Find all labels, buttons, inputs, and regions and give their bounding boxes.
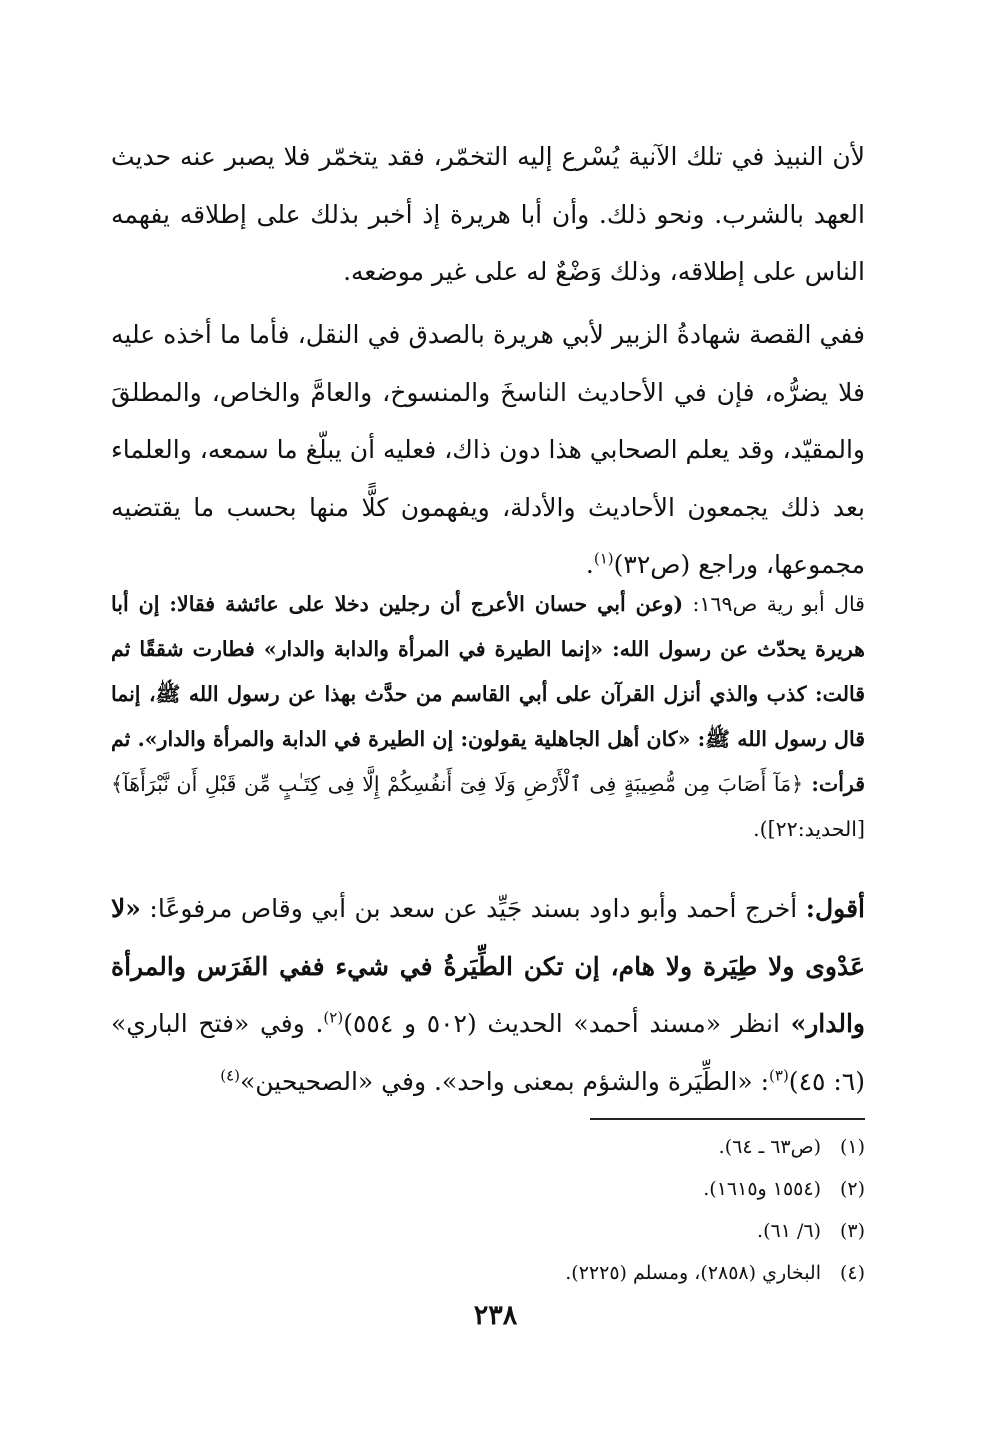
paragraph-4-text-c: . وفي «فتح الباري» (٦: ٤٥) (111, 1009, 865, 1096)
footnote-number: (٢) (839, 1178, 865, 1200)
footnote-number: (٤) (839, 1262, 865, 1284)
footnote-divider (590, 1118, 865, 1120)
footnote-number: (٣) (839, 1220, 865, 1242)
paragraph-4 (111, 880, 865, 1110)
footnote-ref-3: (٣) (769, 1066, 789, 1085)
paragraph-4-text-d: : «الطِّيَرة والشؤم بمعنى واحد». وفي «الصحيحين» (239, 1066, 770, 1096)
footnote-number: (١) (839, 1136, 865, 1158)
quote-citation: [الحديد:٢٢]). (753, 817, 865, 841)
quoted-passage (111, 582, 865, 852)
paragraph-1: لأن النبيذ في تلك الآنية يُسْرع إليه التخمّر، فقد يتخمّر فلا يصبر عنه حديث العهد بالشرب. ونحو ذلك. وأن أبا هريرة إذ أخبر بذلك على إطلاقه يفهمه الناس على إطلاقه، وذلك وَضْعٌ له على غير موضعه. (111, 142, 865, 287)
footnote-ref-2: (٢) (323, 1008, 344, 1027)
footnotes (111, 1126, 865, 1294)
paragraph-4-lead: أقول: (805, 894, 865, 923)
footnote-ref-1: (١) (593, 550, 614, 569)
paragraph-4-text-a: أخرج أحمد وأبو داود بسند جَيِّد عن سعد بن أبي وقاص مرفوعًا: (140, 894, 806, 923)
paragraph-2-text: ففي القصة شهادةُ الزبير لأبي هريرة بالصدق في النقل، فأما ما أخذه عليه فلا يضرُّه، فإن في الأحاديث الناسخَ والمنسوخ، والعامَّ والخاص، والمطلقَ والمقيّد، وقد يعلم الصحابي هذا دون ذاك، فعليه أن يبلّغ ما سمعه، والعلماء بعد ذلك يجمعون الأحاديث والأدلة، ويفهمون كلًّا منها بحسب ما يقتضيه مجموعها، وراجع (ص٣٢) (111, 320, 865, 580)
footnote-item (111, 1126, 865, 1168)
quran-verse: ﴿مَآ أَصَابَ مِن مُّصِيبَةٍ فِى ٱلْأَرْضِ وَلَا فِىٓ أَنفُسِكُمْ إِلَّا فِى كِتَـٰبٍ مِّن قَبْلِ أَن نَّبْرَأَهَآ﴾ (111, 772, 804, 796)
footnote-text: (١٥٥٤ و١٦١٥). (703, 1178, 821, 1200)
footnote-ref-4: (٤) (220, 1066, 240, 1085)
footnote-text: البخاري (٢٨٥٨)، ومسلم (٢٢٢٥). (565, 1262, 821, 1284)
paragraph-4-text-b: انظر «مسند أحمد» الحديث (٥٠٢ و ٥٥٤) (343, 1009, 791, 1039)
footnote-text: (ص٦٣ ـ ٦٤). (718, 1136, 821, 1158)
footnote-text: (٦/ ٦١). (757, 1220, 821, 1242)
quote-body: (وعن أبي حسان الأعرج أن رجلين دخلا على عائشة فقالا: إن أبا هريرة يحدّث عن رسول الله: «إنما الطيرة في المرأة والدابة والدار» فطارت شققًا ثم قالت: كذب والذي أنزل القرآن على أبي القاسم من حدَّث بهذا عن رسول الله ﷺ، إنما قال رسول الله ﷺ: «كان أهل الجاهلية يقولون: إن الطيرة في الدابة والمرأة والدار». ثم قرأت: (111, 592, 866, 796)
hadith-quote: «لا عَدْوى ولا طِيَرة ولا هام، إن تكن الطِّيَرةُ في شيء ففي الفَرَس والمرأة والدار» (111, 894, 865, 1039)
paragraph-2 (111, 306, 865, 594)
page-number: ٢٣٨ (473, 1300, 518, 1331)
footnote-item (111, 1210, 865, 1252)
footnote-item (111, 1168, 865, 1210)
quote-intro: قال أبو رية ص١٦٩: (683, 592, 865, 616)
paragraph-2-end: . (585, 550, 594, 580)
footnote-item (111, 1252, 865, 1294)
